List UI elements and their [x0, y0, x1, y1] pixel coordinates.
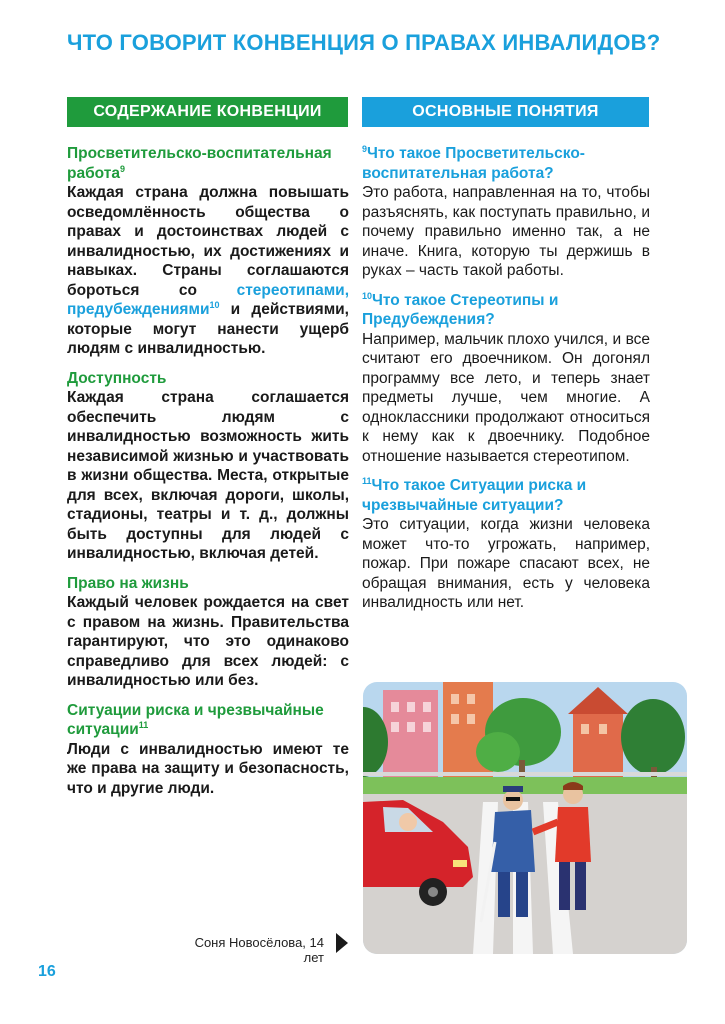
- left-column: [67, 144, 349, 808]
- section-accessibility: [67, 369, 349, 564]
- definition-body: Это ситуации, когда жизни человека может что-то угрожать, например, пожар. При пожаре спасают всех, не обращая внимания, есть у человека инвалидность или нет.: [362, 516, 650, 611]
- definition-title: $^{11}$Что такое Ситуации риска и чрезвычайные ситуации?: [362, 475, 587, 514]
- definition-emergencies: [362, 476, 650, 613]
- right-column: [362, 144, 650, 623]
- section-body: Люди с инвалидностью имеют те же права на защиту и безопасность, что и другие люди.: [67, 740, 349, 797]
- definition-body: Например, мальчик плохо учился, и все считают его двоечником. Он догонял программу все лето, и теперь знает предметы лучше, чем многие. А одноклассники продолжают относиться к нему как к двоечнику. Подобное отношение называется стереотипом.: [362, 330, 650, 465]
- definition-title: $^9$Что такое Просветительско-воспитательная работа?: [362, 143, 585, 182]
- page-title: ЧТО ГОВОРИТ КОНВЕНЦИЯ О ПРАВАХ ИНВАЛИДОВ?: [67, 30, 661, 55]
- caption-arrow-icon: [336, 933, 348, 953]
- section-right-to-life: [67, 574, 349, 691]
- section-emergencies: [67, 701, 349, 799]
- definition-stereotypes: [362, 291, 650, 467]
- section-title: Доступность: [67, 369, 167, 387]
- section-body: Каждая страна соглашается обеспечить людям с инвалидностью возможность жить независимой жизнью и участвовать в жизни общества. Места, открытые для всех, включая дороги, школы, стадионы, театры и т. д., должны быть доступны для людей с инвалидностью, включая детей.: [67, 389, 349, 562]
- section-title: Ситуации риска и чрезвычайные ситуации$^{11}$: [67, 701, 324, 738]
- definition-body: Это работа, направленная на то, чтобы разъяснять, как поступать правильно, и почему правильно именно так, а не иначе. Книга, которую ты держишь в руках – часть такой работы.: [362, 184, 650, 279]
- section-body: Каждый человек рождается на свет с правом на жизнь. Правительства гарантируют, что это одинаково справедливо для всех людей: с инвалидностью или без.: [67, 594, 349, 689]
- section-header-basic-concepts: ОСНОВНЫЕ ПОНЯТИЯ: [362, 97, 649, 127]
- term-link-stereotypes: стереотипами, предубеждениями: [67, 281, 349, 318]
- child-drawing-illustration: [363, 682, 687, 954]
- page-number: 16: [38, 963, 56, 980]
- section-title: Просветительско-воспитательная работа$^9$: [67, 145, 332, 182]
- section-education: [67, 144, 349, 359]
- section-body: Каждая страна должна повышать осведомлённость общества о правах и достоинствах людей с инвалидностью, их достижениях и навыках. Страны соглашаются бороться со стереотипами, предубеждениями$^{10}$ и действиями, которые могут нанести ущерб людям с инвалидностью.: [67, 184, 349, 357]
- section-title: Право на жизнь: [67, 574, 189, 592]
- definition-title: $^{10}$Что такое Стереотипы и Предубеждения?: [362, 290, 559, 328]
- definition-education: [362, 144, 650, 281]
- section-header-convention-content: СОДЕРЖАНИЕ КОНВЕНЦИИ: [67, 97, 348, 127]
- illustration-caption: Соня Новосёлова, 14 лет: [194, 935, 324, 965]
